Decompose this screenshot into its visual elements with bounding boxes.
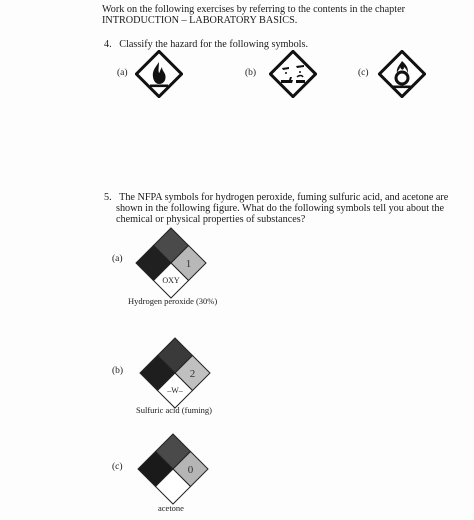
instruction-line-1: Work on the following exercises by referring to the contents in the chapter [102,4,406,15]
q5-label-c: (c) [112,462,123,472]
question-5-prompt-line-1: 5. The NFPA symbols for hydrogen peroxide, fuming sulfuric acid, and acetone are [104,192,449,203]
nfpa-diamond-hydrogen-peroxide [134,226,208,300]
q4-label-a: (a) [117,68,128,78]
question-4-prompt: 4. Classify the hazard for the following symbols. [104,39,308,50]
caption-sulfuric-acid: Sulfuric acid (fuming) [136,405,213,415]
nfpa-diamond-sulfuric-acid [138,336,212,410]
q4-label-b: (b) [245,68,257,78]
nfpa-diamond-acetone [136,432,210,506]
caption-acetone: acetone [158,503,184,513]
chapter-title: INTRODUCTION – LABORATORY BASICS. [102,15,298,26]
nfpa-special-code: –W– [167,386,183,395]
nfpa-special-code: OXY [162,276,180,285]
nfpa-reactivity-value: 2 [189,368,196,380]
corrosive-icon [269,50,317,103]
nfpa-reactivity-value: 0 [187,464,194,476]
flammable-icon [135,50,183,103]
oxidizer-icon [378,50,426,103]
q4-label-c: (c) [358,68,369,78]
question-5-prompt-line-3: chemical or physical properties of substances? [116,214,306,225]
q5-label-b: (b) [112,366,124,376]
question-5-prompt-line-2: shown in the following figure. What do the following symbols tell you about the [116,203,445,214]
q5-label-a: (a) [112,254,123,264]
caption-hydrogen-peroxide: Hydrogen peroxide (30%) [128,296,218,306]
nfpa-reactivity-value: 1 [185,258,192,270]
